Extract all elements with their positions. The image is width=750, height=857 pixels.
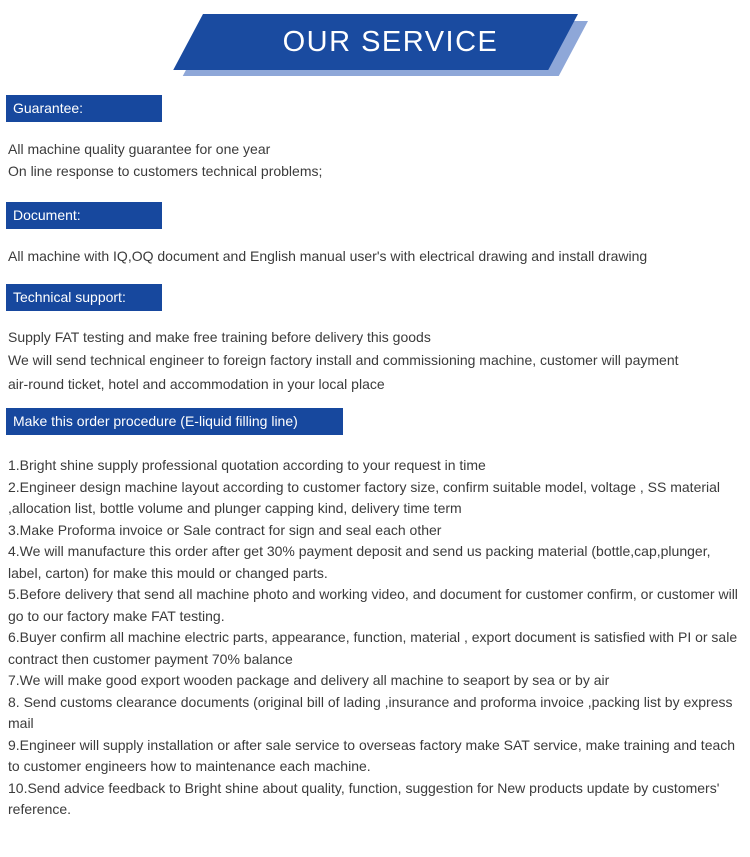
text-line: mail <box>8 715 34 731</box>
text-line: On line response to customers technical problems; <box>8 162 323 179</box>
text-line: ,allocation list, bottle volume and plunger capping kind, delivery time term <box>8 500 462 516</box>
text-line: 1.Bright shine supply professional quotation according to your request in time <box>8 457 486 473</box>
section-heading-order-procedure: Make this order procedure (E-liquid filling line) <box>6 408 343 435</box>
text-line: 7.We will make good export wooden package and delivery all machine to seaport by sea or by air <box>8 672 610 688</box>
page-title: OUR SERVICE <box>282 25 499 58</box>
text-line: reference. <box>8 801 72 817</box>
text-line: go to our factory make FAT testing. <box>8 607 225 624</box>
section-order-procedure <box>0 408 750 821</box>
text-line: 8. Send customs clearance documents (original bill of lading ,insurance and proforma invoice ,packing list by express <box>8 693 733 710</box>
service-banner <box>0 0 750 70</box>
text-line: 9.Engineer will supply installation or after sale service to overseas factory make SAT service, make training and teach <box>8 736 736 753</box>
section-technical-support <box>0 284 750 397</box>
text-line: We will send technical engineer to foreign factory install and commissioning machine, customer will payment <box>8 352 679 368</box>
section-heading-guarantee: Guarantee: <box>6 95 162 122</box>
text-line: 2.Engineer design machine layout according to customer factory size, confirm suitable model, voltage , SS material <box>8 478 721 495</box>
section-body-technical-support <box>8 326 750 397</box>
text-line: 3.Make Proforma invoice or Sale contract for sign and seal each other <box>8 521 442 538</box>
section-body-guarantee <box>8 139 750 182</box>
text-line: All machine quality guarantee for one year <box>8 141 271 157</box>
text-line: Supply FAT testing and make free training before delivery this goods <box>8 328 431 345</box>
text-line: All machine with IQ,OQ document and English manual user's with electrical drawing and install drawing <box>8 248 648 264</box>
text-line: 6.Buyer confirm all machine electric parts, appearance, function, material , export document is satisfied with PI or sale <box>8 629 738 645</box>
section-heading-technical-support: Technical support: <box>6 284 162 311</box>
text-line: air-round ticket, hotel and accommodation in your local place <box>8 375 385 392</box>
text-line: label, carton) for make this mould or changed parts. <box>8 564 328 581</box>
section-document <box>0 202 750 268</box>
text-line: 10.Send advice feedback to Bright shine about quality, function, suggestion for New products update by customers' <box>8 779 720 796</box>
text-line: contract then customer payment 70% balance <box>8 650 293 667</box>
section-body-document <box>8 246 750 268</box>
text-line: to customer engineers how to maintenance each machine. <box>8 758 371 774</box>
text-line: 5.Before delivery that send all machine photo and working video, and document for customer confirm, or customer will <box>8 586 738 602</box>
section-heading-document: Document: <box>6 202 162 229</box>
section-guarantee <box>0 95 750 182</box>
text-line: 4.We will manufacture this order after get 30% payment deposit and send us packing material (bottle,cap,plunger, <box>8 543 711 559</box>
section-body-order-procedure <box>8 455 750 821</box>
